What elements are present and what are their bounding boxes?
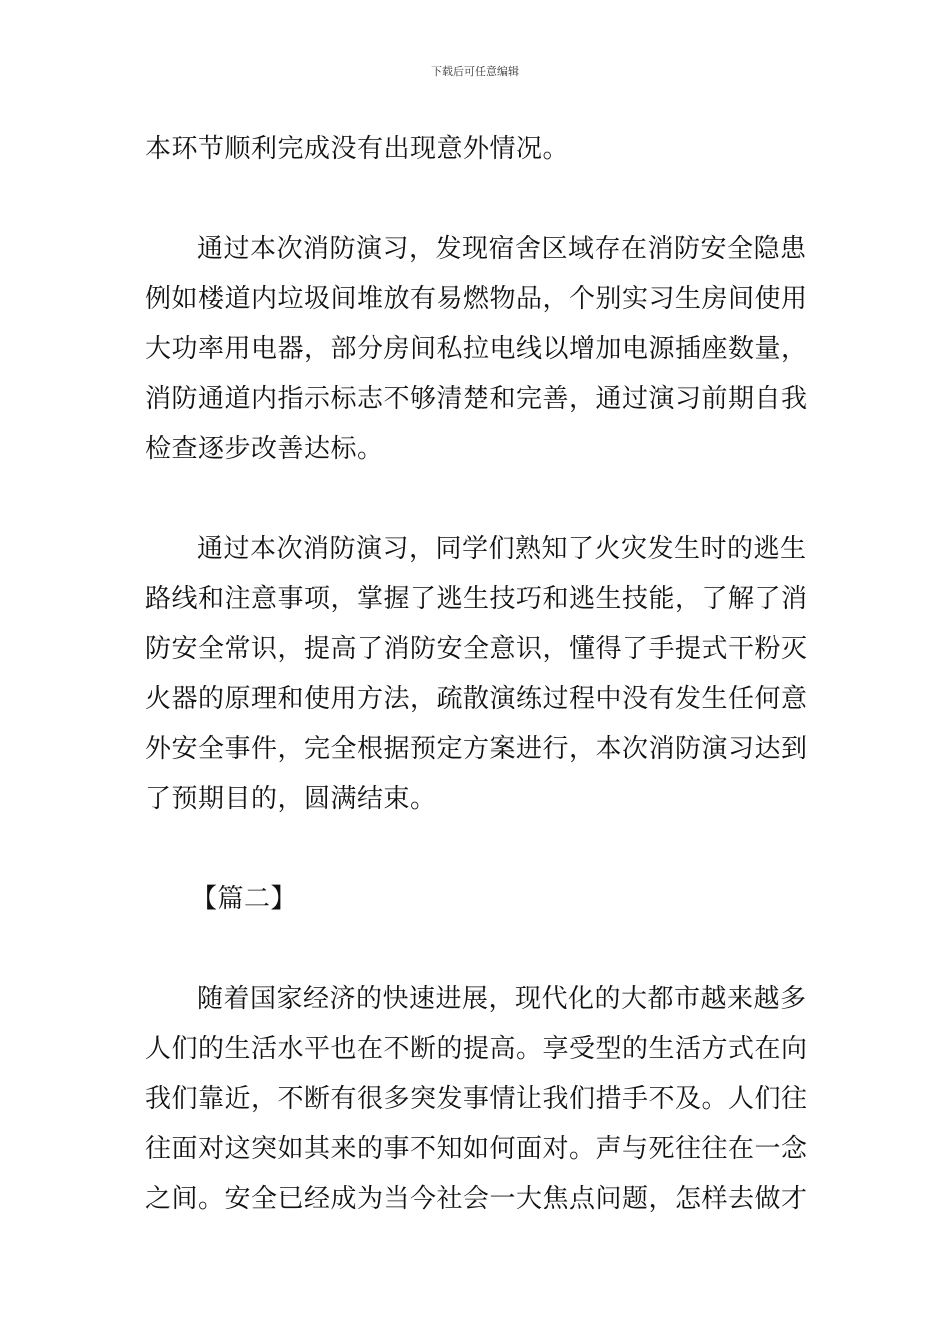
paragraph-gap — [145, 824, 807, 874]
paragraph-3-line-5: 外安全事件，完全根据预定方案进行，本次消防演习达到 — [145, 734, 808, 764]
paragraph-2-line-1: 通过本次消防演习，发现宿舍区域存在消防安全隐患 — [197, 234, 807, 264]
paragraph-2-line-4: 消防通道内指示标志不够清楚和完善，通过演习前期自我 — [145, 384, 808, 414]
paragraph-5-line-3: 我们靠近，不断有很多突发事情让我们措手不及。人们往 — [145, 1084, 808, 1114]
paragraph-gap — [145, 474, 807, 524]
page-header: 下载后可任意编辑 — [431, 65, 519, 78]
document-body — [145, 124, 807, 1224]
paragraph-3-line-3: 防安全常识，提高了消防安全意识，懂得了手提式干粉灭 — [145, 634, 808, 664]
paragraph-3 — [145, 524, 807, 824]
paragraph-5-line-4: 往面对这突如其来的事不知如何面对。声与死往往在一念 — [145, 1134, 808, 1164]
paragraph-3-line-4: 火器的原理和使用方法，疏散演练过程中没有发生任何意 — [145, 684, 808, 714]
paragraph-2 — [145, 224, 807, 474]
paragraph-2-line-5: 检查逐步改善达标。 — [145, 434, 384, 464]
paragraph-gap — [145, 174, 807, 224]
paragraph-5-line-2: 人们的生活水平也在不断的提高。享受型的生活方式在向 — [145, 1034, 808, 1064]
paragraph-3-line-2: 路线和注意事项，掌握了逃生技巧和逃生技能，了解了消 — [145, 584, 808, 614]
paragraph-2-line-2: 例如楼道内垃圾间堆放有易燃物品，个别实习生房间使用 — [145, 284, 808, 314]
paragraph-5-line-1: 随着国家经济的快速进展，现代化的大都市越来越多 — [197, 984, 807, 1014]
paragraph-2-line-3: 大功率用电器，部分房间私拉电线以增加电源插座数量， — [145, 334, 808, 364]
paragraph-3-line-1: 通过本次消防演习，同学们熟知了火灾发生时的逃生 — [197, 534, 807, 564]
paragraph-3-line-6: 了预期目的，圆满结束。 — [145, 784, 437, 814]
paragraph-5 — [145, 974, 807, 1224]
paragraph-1-line-1: 本环节顺利完成没有出现意外情况。 — [145, 134, 570, 164]
paragraph-5-line-5: 之间。安全已经成为当今社会一大焦点问题，怎样去做才 — [145, 1184, 808, 1214]
paragraph-gap — [145, 924, 807, 974]
section-heading: 【篇二】 — [191, 884, 298, 914]
